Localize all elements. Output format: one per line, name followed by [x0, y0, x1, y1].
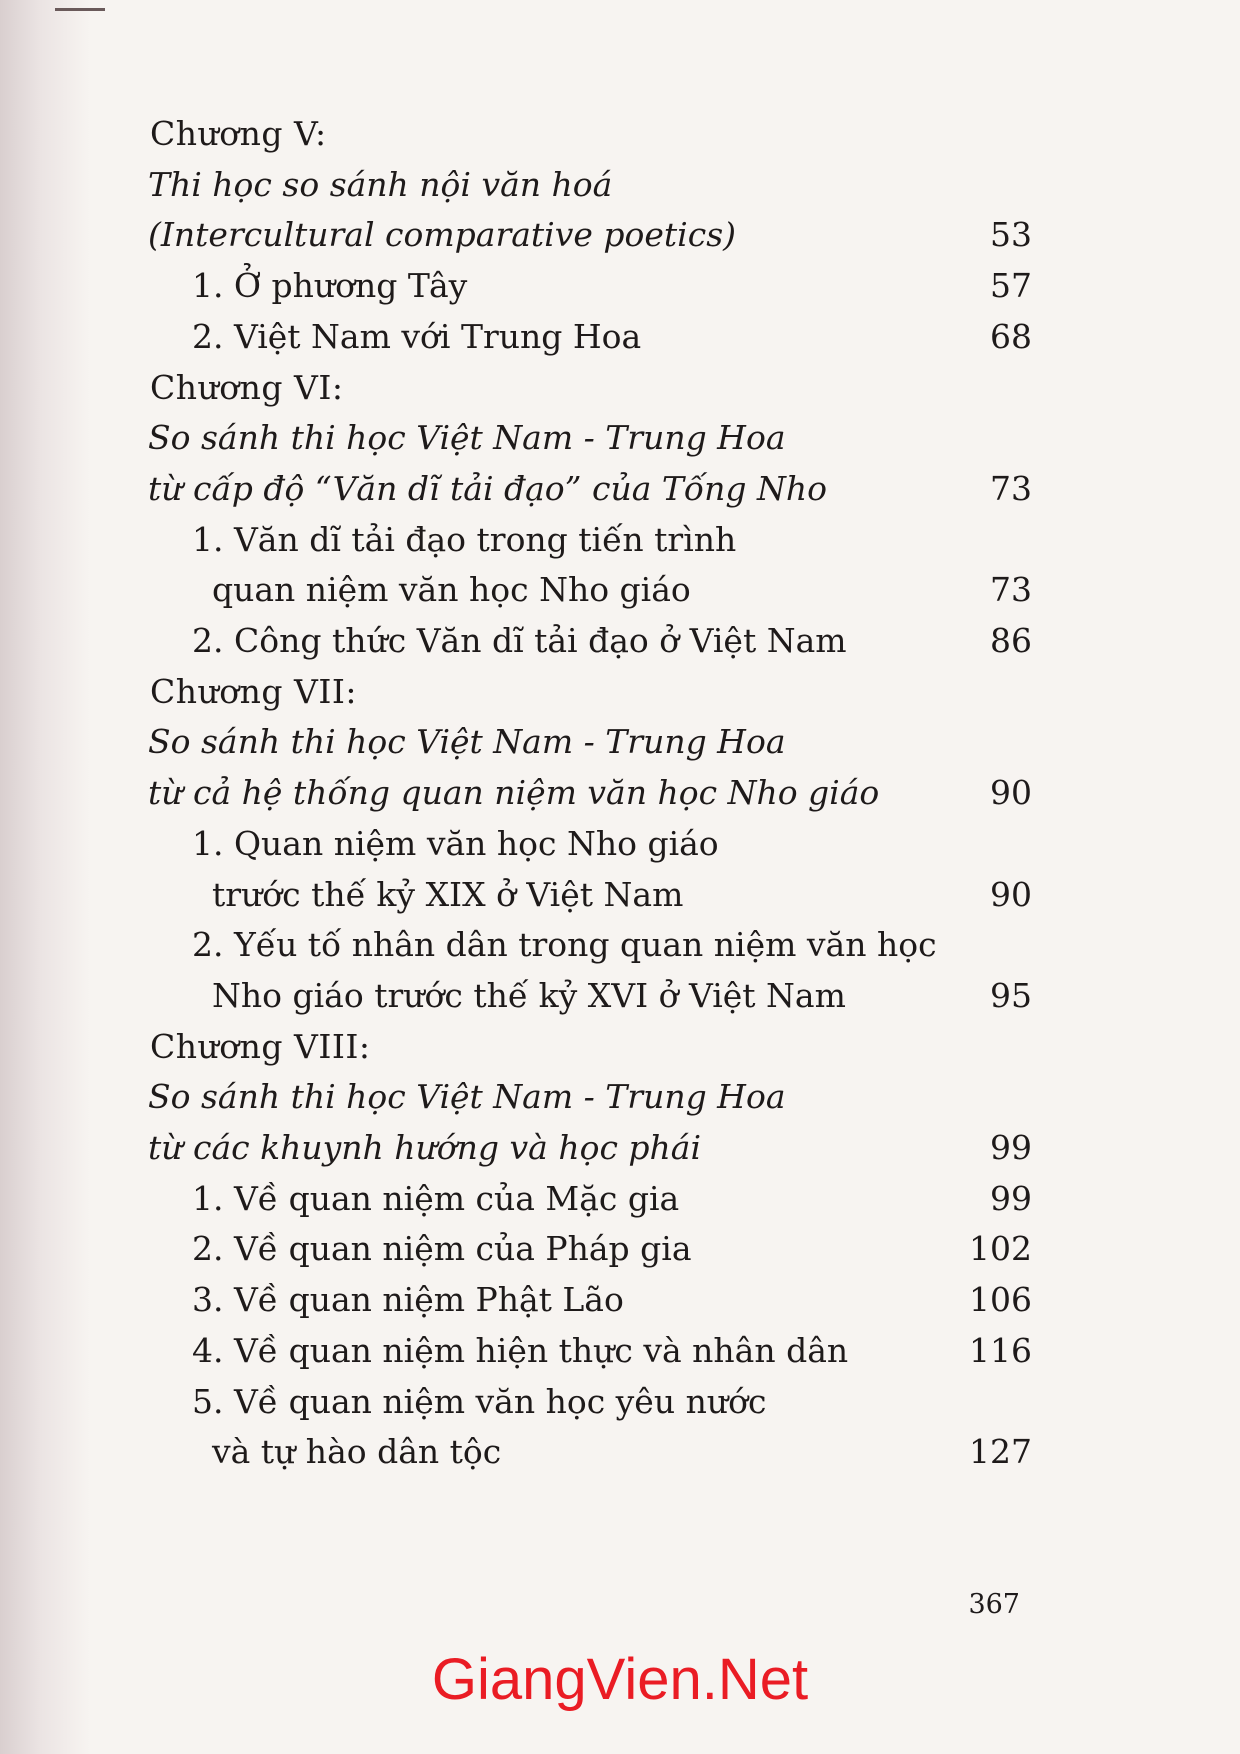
toc-page-number: 90	[990, 874, 1032, 914]
chapter-title: Thi học so sánh nội văn hoá	[148, 164, 613, 204]
chapter-title: từ cấp độ “Văn dĩ tải đạo” của Tống Nho	[148, 468, 827, 508]
toc-page-number: 99	[990, 1128, 1032, 1167]
toc-row	[0, 818, 1240, 870]
toc-row	[0, 159, 1240, 211]
chapter-heading: Chương VII:	[150, 671, 358, 711]
section-entry: 1. Văn dĩ tải đạo trong tiến trình	[192, 519, 737, 559]
toc-row	[0, 311, 1240, 363]
toc-page-number: 90	[990, 773, 1032, 813]
toc-page-number: 73	[990, 570, 1032, 610]
toc-page-number: 127	[969, 1432, 1032, 1472]
section-entry: 2. Việt Nam với Trung Hoa	[192, 316, 642, 356]
toc-page-number: 99	[990, 1178, 1032, 1218]
section-entry: 3. Về quan niệm Phật Lão	[192, 1280, 624, 1320]
chapter-heading: Chương V:	[150, 114, 327, 153]
toc-row	[0, 514, 1240, 566]
toc-row	[0, 362, 1240, 414]
toc-row	[0, 767, 1240, 819]
chapter-title: So sánh thi học Việt Nam - Trung Hoa	[148, 722, 786, 762]
toc-row	[0, 412, 1240, 464]
toc-row	[0, 1021, 1240, 1073]
section-entry: 1. Quan niệm văn học Nho giáo	[192, 823, 719, 863]
toc-page-number: 57	[990, 266, 1032, 306]
toc-row	[0, 564, 1240, 616]
toc-page-number: 68	[990, 316, 1032, 356]
toc-row	[0, 1274, 1240, 1326]
toc-row	[0, 463, 1240, 515]
chapter-title: So sánh thi học Việt Nam - Trung Hoa	[148, 1077, 786, 1117]
section-entry: trước thế kỷ XIX ở Việt Nam	[212, 874, 684, 914]
section-entry: và tự hào dân tộc	[212, 1432, 502, 1472]
section-entry: 1. Về quan niệm của Mặc gia	[192, 1178, 680, 1218]
page-number: 367	[968, 1589, 1020, 1620]
toc-page-number: 86	[990, 621, 1032, 660]
toc-page-number: 53	[990, 215, 1032, 255]
toc-row	[0, 919, 1240, 971]
toc-row	[0, 1426, 1240, 1478]
chapter-heading: Chương VIII:	[150, 1026, 371, 1066]
watermark-text: GiangVien.Net	[431, 1647, 809, 1712]
toc-row	[0, 1071, 1240, 1123]
toc-row	[0, 869, 1240, 921]
toc-page-number: 73	[990, 468, 1032, 508]
toc-row	[0, 1376, 1240, 1428]
toc-row	[0, 666, 1240, 718]
toc-page-number: 116	[969, 1330, 1032, 1370]
chapter-title: từ các khuynh hướng và học phái	[148, 1128, 702, 1167]
chapter-title: từ cả hệ thống quan niệm văn học Nho giáo	[148, 773, 880, 813]
chapter-title: (Intercultural comparative poetics)	[148, 215, 737, 255]
toc-row	[0, 1173, 1240, 1225]
section-entry: 5. Về quan niệm văn học yêu nước	[192, 1381, 767, 1421]
toc-row	[0, 716, 1240, 768]
toc-row	[0, 209, 1240, 261]
toc-row	[0, 108, 1240, 160]
toc-page-number: 106	[969, 1280, 1032, 1320]
chapter-title: So sánh thi học Việt Nam - Trung Hoa	[148, 418, 786, 458]
section-entry: 2. Công thức Văn dĩ tải đạo ở Việt Nam	[192, 621, 847, 660]
toc-row	[0, 1325, 1240, 1377]
section-entry: 1. Ở phương Tây	[192, 266, 468, 306]
toc-page-number: 95	[990, 975, 1032, 1015]
chapter-heading: Chương VI:	[150, 367, 344, 407]
section-entry: 4. Về quan niệm hiện thực và nhân dân	[192, 1330, 849, 1370]
toc-row	[0, 260, 1240, 312]
toc-page-number: 102	[969, 1229, 1032, 1269]
section-entry: Nho giáo trước thế kỷ XVI ở Việt Nam	[212, 975, 846, 1015]
toc-row	[0, 1122, 1240, 1174]
section-entry: quan niệm văn học Nho giáo	[212, 570, 691, 610]
section-entry: 2. Yếu tố nhân dân trong quan niệm văn học	[192, 925, 937, 965]
toc-row	[0, 615, 1240, 667]
section-entry: 2. Về quan niệm của Pháp gia	[192, 1229, 692, 1269]
toc-row	[0, 1223, 1240, 1275]
toc-row	[0, 970, 1240, 1022]
